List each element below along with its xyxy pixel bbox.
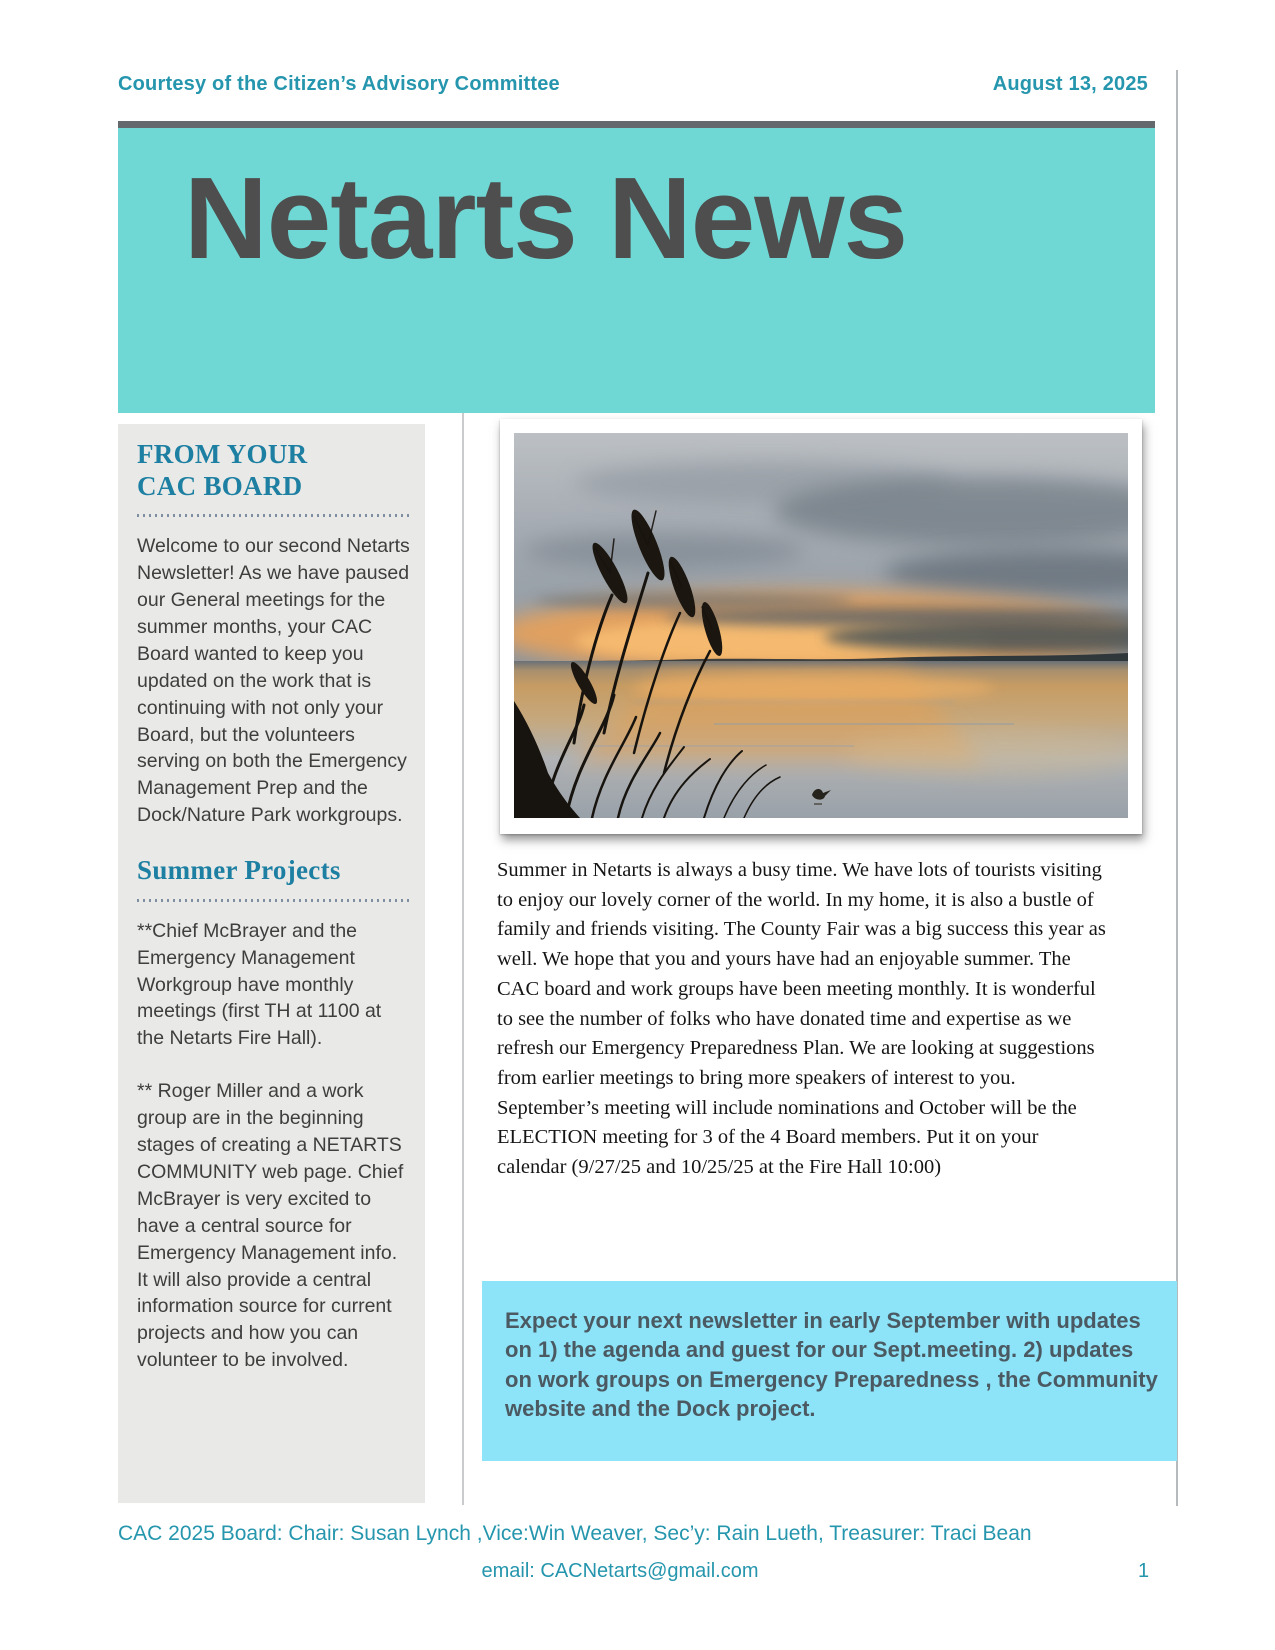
newsletter-title: Netarts News	[184, 153, 907, 283]
footer-board-line: CAC 2025 Board: Chair: Susan Lynch ,Vice:Win Weaver, Sec’y: Rain Lueth, Treasurer: Traci Bean	[118, 1522, 1032, 1545]
article-body-text: Summer in Netarts is always a busy time. We have lots of tourists visiting to enjoy our lovely corner of the world. In my home, it is also a bustle of family and friends visiting. The County Fair was a big success this year as well. We hope that you and yours have had an enjoyable summer. The CAC board and work groups have been meeting monthly. It is wonderful to see the number of folks who have donated time and expertise as we refresh our Emergency Preparedness Plan. We are looking at suggestions from earlier meetings to bring more speakers of interest to you. September’s meeting will include nominations and October will be the ELECTION meeting for 3 of the 4 Board members. Put it on your calendar (9/27/25 and 10/25/25 at the Fire Hall 10:00)	[497, 859, 1106, 1179]
callout-text: Expect your next newsletter in early September with updates on 1) the agenda and guest for our Sept.meeting. 2) updates on work groups on Emergency Preparedness , the Community website and the Dock project.	[505, 1308, 1158, 1422]
page-number: 1	[1138, 1560, 1150, 1582]
footer-email: email: CACNetarts@gmail.com	[481, 1560, 759, 1582]
column-divider-rule	[462, 413, 464, 1505]
masthead-banner	[118, 121, 1155, 413]
header-courtesy-text: Courtesy of the Citizen’s Advisory Committee	[118, 73, 560, 95]
sidebar-welcome-paragraph: Welcome to our second Netarts Newsletter! As we have paused our General meetings for the summer months, your CAC Board wanted to keep you updated on the work that is continuing with not only your Board, but the volunteers serving on both the Emergency Management Prep and the Dock/Nature Park workgroups.	[137, 535, 410, 827]
dotted-divider	[137, 899, 411, 902]
sidebar-project-item-1: **Chief McBrayer and the Emergency Management Workgroup have monthly meetings (first TH at 1100 at the Netarts Fire Hall).	[137, 919, 382, 1050]
dotted-divider	[137, 514, 411, 517]
sidebar-panel	[118, 424, 425, 1503]
sidebar-heading-from-your-cac-board: FROM YOUR CAC BOARD	[137, 439, 308, 501]
sidebar-project-item-2: ** Roger Miller and a work group are in the beginning stages of creating a NETARTS COMMUNITY web page. Chief McBrayer is very excited to have a central source for Emergency Management info. It will also provide a central information source for current projects and how you can volunteer to be involved.	[137, 1080, 404, 1372]
sunset-photo	[514, 433, 1128, 818]
callout-box	[482, 1281, 1177, 1461]
sidebar-heading-summer-projects: Summer Projects	[137, 855, 341, 886]
photo-frame	[500, 419, 1142, 834]
header-date: August 13, 2025	[992, 73, 1148, 95]
